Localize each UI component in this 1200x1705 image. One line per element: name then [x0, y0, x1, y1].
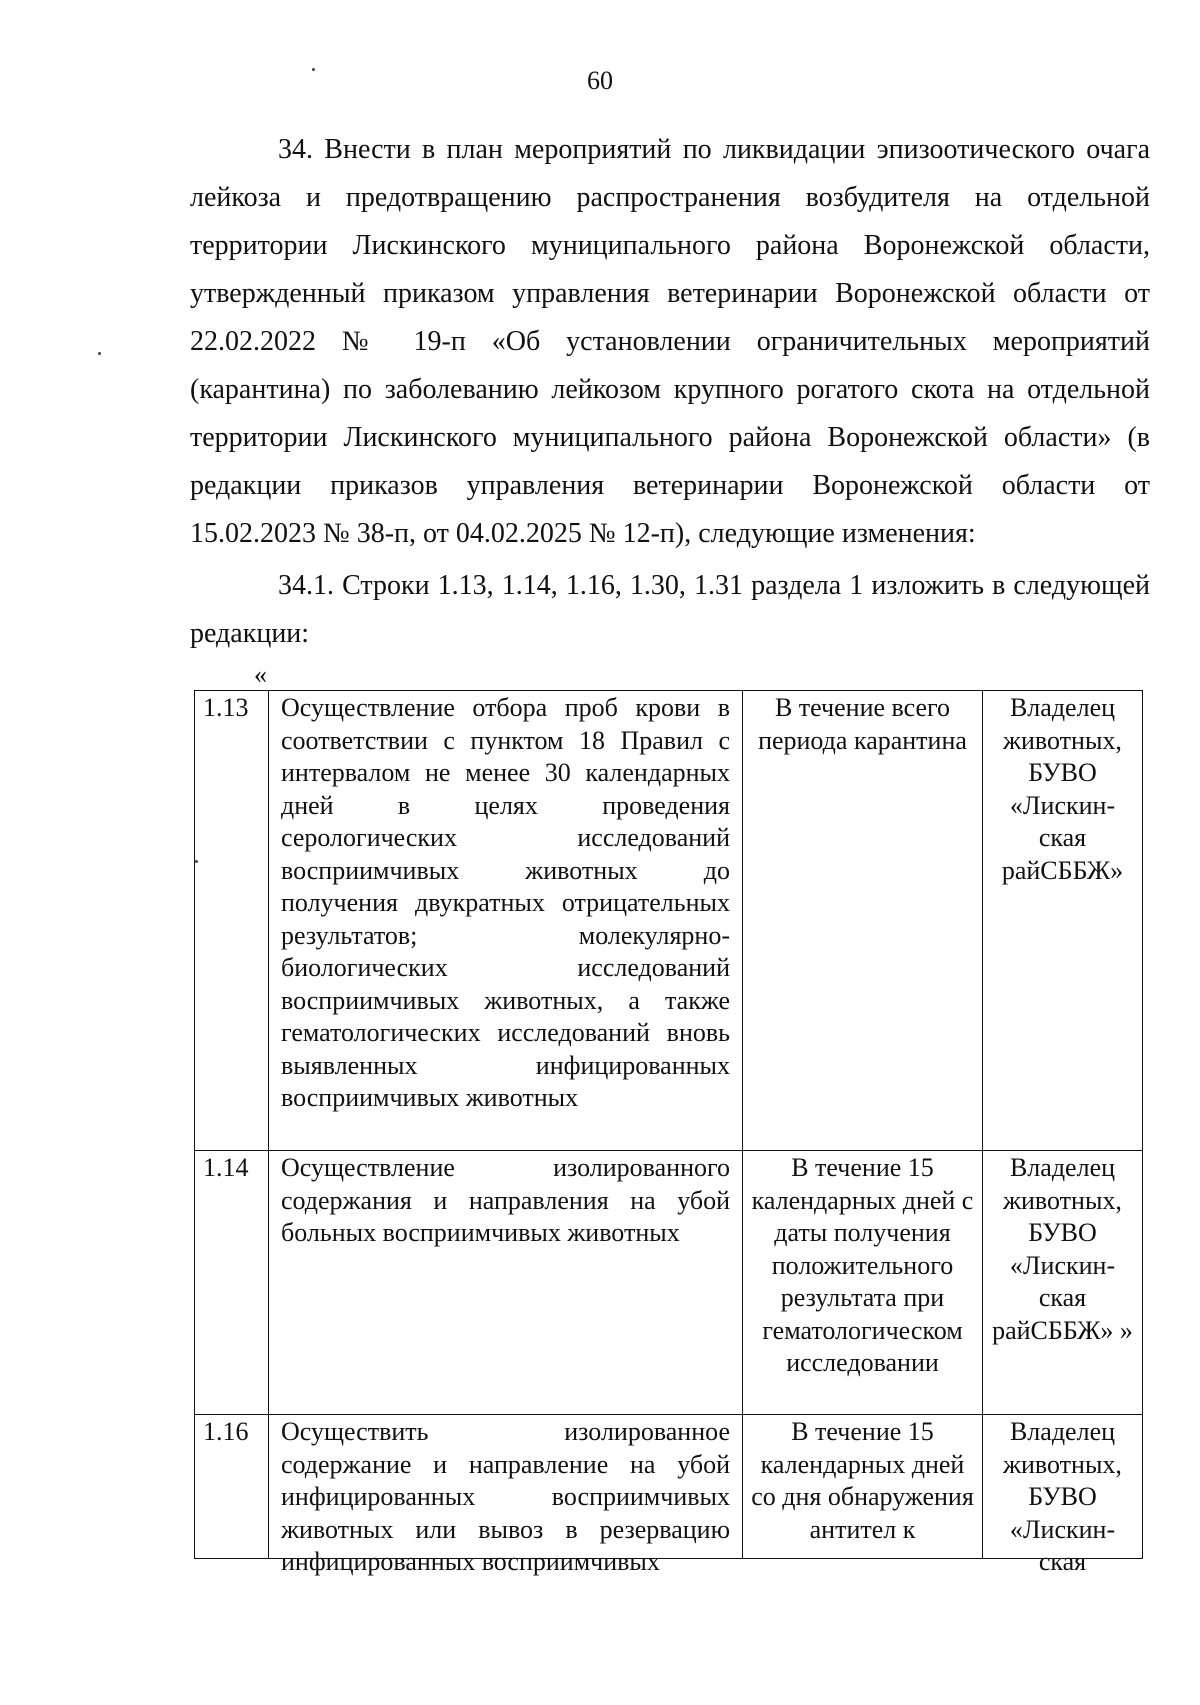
measure-description-text: Осуществить изолированное содержание и направление на убой инфицированных восприимчивых животных или вывоз в резервацию инфицированных восприимчивых — [281, 1417, 730, 1576]
measure-term-text: В течение 15 календарных дней со дня обнаружения антител к — [751, 1417, 974, 1544]
scan-speck — [98, 352, 101, 355]
measure-term: В течение 15 календарных дней с даты получения положительного результата при гематологическом исследовании — [743, 1151, 983, 1415]
measure-description — [269, 1415, 743, 1576]
measure-responsible-text: Владелец животных, БУВО «Лискин-ская — [1003, 1417, 1122, 1576]
table-row — [195, 1415, 1143, 1559]
row-number: 1.16 — [195, 1415, 269, 1559]
measure-description: Осуществление отбора проб крови в соответствии с пунктом 18 Правил с интервалом не менее 30 календарных дней в целях проведения серологических исследований восприимчивых животных до получения двукратных отрицательных результатов; молекулярно-биологических исследований восприимчивых животных, а также гематологических исследований вновь выявленных инфицированных восприимчивых животных — [269, 691, 743, 1151]
row-number: 1.14 — [195, 1151, 269, 1415]
measure-responsible: Владелец животных, БУВО «Лискин-ская райСББЖ» » — [983, 1151, 1143, 1415]
measure-term — [743, 1415, 983, 1559]
opening-quote: « — [254, 660, 267, 689]
paragraph-34: 34. Внести в план мероприятий по ликвидации эпизоотического очага лейкоза и предотвращению распространения возбудителя на отдельной территории Лискинского муниципального района Воронежской области, утвержденный приказом управления ветеринарии Воронежской области от 22.02.2022 № 19-п «Об установлении ограничительных мероприятий (карантина) по заболеванию лейкозом крупного рогатого скота на отдельной территории Лискинского муниципального района Воронежской области» (в редакции приказов управления ветеринарии Воронежской области от 15.02.2023 № 38-п, от 04.02.2025 № 12-п), следующие изменения: — [190, 134, 1150, 549]
measure-term: В течение всего периода карантина — [743, 691, 983, 1151]
scan-speck — [312, 68, 315, 71]
paragraph-34-1: 34.1. Строки 1.13, 1.14, 1.16, 1.30, 1.31 раздела 1 изложить в следующей редакции: — [190, 570, 1150, 649]
measure-responsible: Владелец животных, БУВО «Лискин-ская райСББЖ» — [983, 691, 1143, 1151]
table-row — [195, 691, 1143, 1151]
table-row — [195, 1151, 1143, 1415]
measure-responsible — [983, 1415, 1143, 1576]
measure-description: Осуществление изолированного содержания и направления на убой больных восприимчивых животных — [269, 1151, 743, 1415]
row-number: 1.13 — [195, 691, 269, 1151]
measures-table — [194, 690, 1143, 1576]
page-number: 60 — [587, 66, 613, 95]
